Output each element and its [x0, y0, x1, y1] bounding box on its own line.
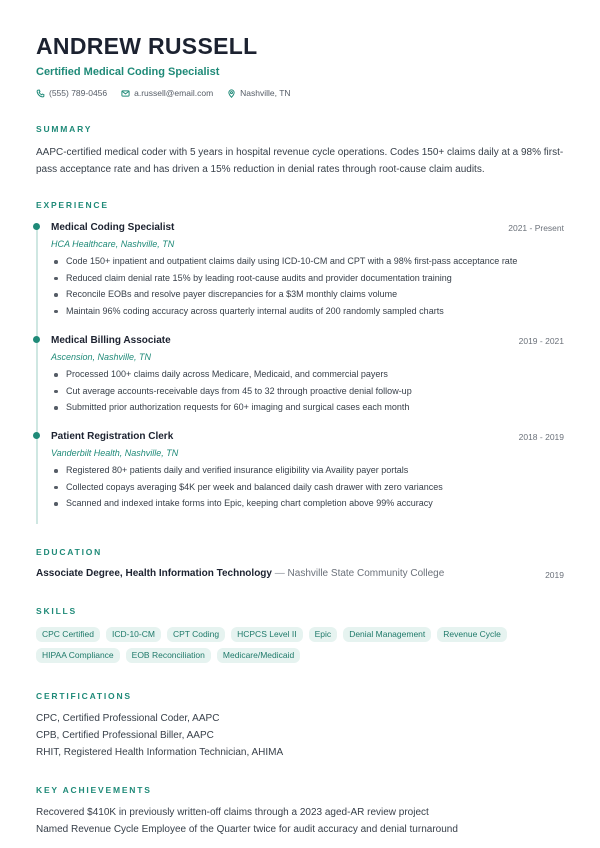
job-bullet: Reconcile EOBs and resolve payer discrepancies for a $3M monthly claims volume	[51, 286, 517, 303]
contact-phone[interactable]	[36, 88, 107, 98]
achievement-item: Named Revenue Cycle Employee of the Quarter twice for audit accuracy and denial turnaround	[36, 824, 458, 835]
timeline-dot	[33, 432, 40, 439]
job-dates: 2018 - 2019	[518, 432, 564, 442]
skill-chip: EOB Reconciliation	[126, 648, 211, 663]
job-bullet: Scanned and indexed intake forms into Epic, keeping chart completion above 99% accuracy	[51, 495, 443, 512]
candidate-name: ANDREW RUSSELL	[36, 33, 258, 59]
skill-chip: HIPAA Compliance	[36, 648, 120, 663]
summary-heading: SUMMARY	[36, 124, 93, 134]
job-bullets	[51, 462, 443, 512]
job-role: Patient Registration Clerk	[51, 431, 174, 442]
skill-chip: Revenue Cycle	[437, 627, 507, 642]
skill-chip: CPT Coding	[167, 627, 225, 642]
summary-line: AAPC-certified medical coder with 5 years in hospital revenue cycle operations. Codes 150+ claims daily at a 98% first-	[36, 147, 564, 158]
education-degree: Associate Degree, Health Information Technology	[36, 568, 272, 579]
map-pin-icon	[227, 89, 236, 98]
job-bullets	[51, 253, 517, 319]
skills-list	[36, 627, 564, 669]
job-role: Medical Coding Specialist	[51, 222, 175, 233]
email-address: a.russell@email.com	[134, 88, 214, 98]
skill-chip: CPC Certified	[36, 627, 100, 642]
certification-item: RHIT, Registered Health Information Technician, AHIMA	[36, 747, 284, 758]
achievement-item: Recovered $410K in previously written-off claims through a 2023 aged-AR review project	[36, 807, 429, 818]
contact-bar	[36, 88, 305, 98]
experience-timeline-line	[36, 224, 38, 524]
education-entry	[36, 568, 564, 579]
contact-email[interactable]	[121, 88, 213, 98]
phone-icon	[36, 89, 45, 98]
skill-chip: Denial Management	[343, 627, 431, 642]
job-bullets	[51, 366, 412, 416]
education-heading: EDUCATION	[36, 547, 103, 557]
job-bullet: Submitted prior authorization requests for 60+ imaging and surgical cases each month	[51, 399, 412, 416]
achievements-heading: KEY ACHIEVEMENTS	[36, 785, 152, 795]
certification-item: CPC, Certified Professional Coder, AAPC	[36, 713, 220, 724]
phone-number: (555) 789-0456	[49, 88, 108, 98]
summary-line: pass acceptance rate and has driven a 15% reduction in denial rates through root-cause claim audits.	[36, 164, 485, 175]
skill-chip: ICD-10-CM	[106, 627, 161, 642]
contact-location	[227, 88, 290, 98]
skill-chip: Epic	[309, 627, 338, 642]
location-text: Nashville, TN	[240, 88, 291, 98]
summary-text	[36, 144, 564, 178]
skills-heading: SKILLS	[36, 606, 78, 616]
job-bullet: Maintain 96% coding accuracy across quarterly internal audits of 200 randomly sampled charts	[51, 303, 517, 320]
mail-icon	[121, 89, 130, 98]
certifications-list	[36, 710, 564, 761]
job-dates: 2019 - 2021	[518, 336, 564, 346]
timeline-dot	[33, 223, 40, 230]
certification-item: CPB, Certified Professional Biller, AAPC	[36, 730, 214, 741]
certifications-heading: CERTIFICATIONS	[36, 691, 132, 701]
job-dates: 2021 - Present	[508, 223, 564, 233]
experience-heading: EXPERIENCE	[36, 200, 109, 210]
job-bullet: Code 150+ inpatient and outpatient claims daily using ICD-10-CM and CPT with a 98% first-pass acceptance rate	[51, 253, 517, 270]
timeline-dot	[33, 336, 40, 343]
job-bullet: Processed 100+ claims daily across Medicare, Medicaid, and commercial payers	[51, 366, 412, 383]
achievements-list	[36, 804, 564, 838]
education-year: 2019	[545, 570, 564, 580]
job-bullet: Reduced claim denial rate 15% by leading root-cause audits and provider documentation training	[51, 270, 517, 287]
job-bullet: Cut average accounts-receivable days from 45 to 32 through proactive denial follow-up	[51, 383, 412, 400]
skill-chip: HCPCS Level II	[231, 627, 303, 642]
job-company: Ascension, Nashville, TN	[51, 352, 152, 362]
skill-chip: Medicare/Medicaid	[217, 648, 300, 663]
job-company: Vanderbilt Health, Nashville, TN	[51, 448, 179, 458]
job-role: Medical Billing Associate	[51, 335, 171, 346]
candidate-title: Certified Medical Coding Specialist	[36, 66, 220, 78]
education-separator: —	[271, 568, 288, 579]
job-company: HCA Healthcare, Nashville, TN	[51, 239, 175, 249]
job-bullet: Registered 80+ patients daily and verified insurance eligibility via Availity payer portals	[51, 462, 443, 479]
job-bullet: Collected copays averaging $4K per week and balanced daily cash drawer with zero variances	[51, 479, 443, 496]
education-school: Nashville State Community College	[287, 568, 445, 579]
